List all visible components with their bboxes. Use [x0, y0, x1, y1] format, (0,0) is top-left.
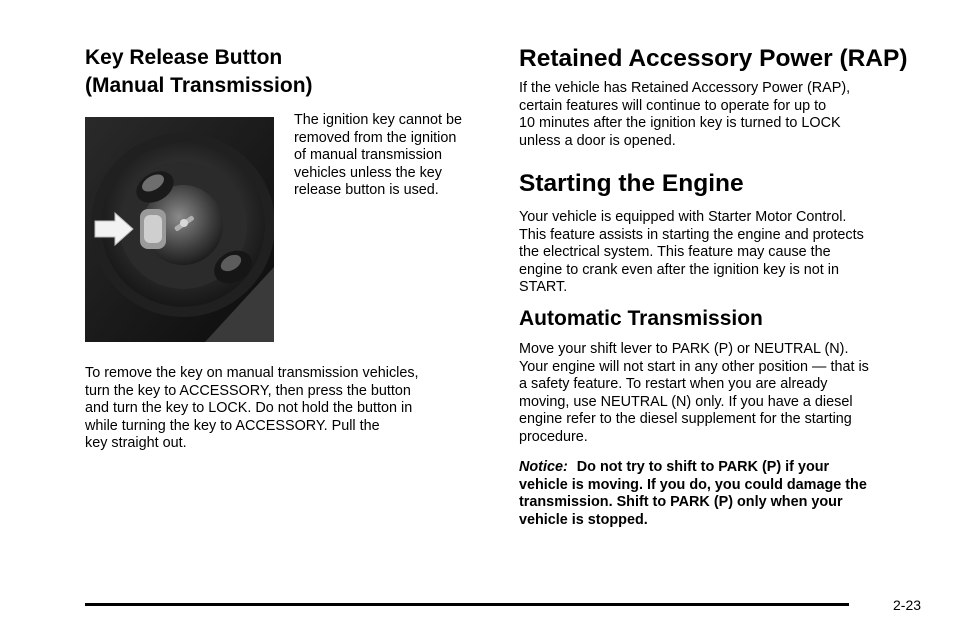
rap-line: unless a door is opened.: [519, 132, 676, 149]
notice-paragraph: [519, 459, 929, 529]
intro-line: The ignition key cannot be: [294, 112, 463, 128]
auto-line: procedure.: [519, 428, 588, 445]
auto-line: engine refer to the diesel supplement for the starting: [519, 411, 852, 428]
instruction-line: key straight out.: [85, 435, 187, 452]
page-number: 2-23: [893, 597, 922, 613]
key-release-intro: [294, 112, 494, 200]
automatic-transmission-heading: Automatic Transmission: [519, 307, 763, 330]
intro-line: of manual transmission: [294, 147, 442, 164]
rap-line: certain features will continue to operate for up to: [519, 97, 827, 114]
instruction-line: To remove the key on manual transmission vehicles,: [85, 365, 419, 381]
rap-paragraph: [519, 80, 929, 150]
starting-engine-paragraph: [519, 209, 929, 297]
notice-label: Notice:: [519, 459, 568, 475]
footer-rule: [85, 603, 849, 606]
ignition-key-photo: [85, 117, 274, 342]
auto-line: moving, use NEUTRAL (N) only. If you have a diesel: [519, 393, 853, 410]
instruction-line: and turn the key to LOCK. Do not hold the button in: [85, 400, 413, 417]
instruction-line: turn the key to ACCESSORY, then press the button: [85, 382, 411, 399]
auto-line: Your engine will not start in any other position — that is: [519, 358, 869, 375]
key-release-heading-line1: Key Release Button: [85, 46, 283, 69]
start-line: engine to crank even after the ignition key is not in: [519, 261, 839, 278]
notice-line: transmission. Shift to PARK (P) only when your: [519, 494, 843, 511]
rap-heading: Retained Accessory Power (RAP): [519, 45, 908, 72]
starting-engine-heading: Starting the Engine: [519, 170, 744, 197]
auto-line: Move your shift lever to PARK (P) or NEUTRAL (N).: [519, 341, 849, 357]
key-release-heading-line2: (Manual Transmission): [85, 74, 313, 97]
notice-line: vehicle is stopped.: [519, 511, 648, 528]
instruction-line: while turning the key to ACCESSORY. Pull the: [85, 417, 380, 434]
key-removal-instructions: [85, 365, 475, 453]
intro-line: removed from the ignition: [294, 129, 457, 146]
notice-line: Do not try to shift to PARK (P) if your: [576, 459, 830, 475]
key-release-heading: [85, 44, 475, 100]
automatic-transmission-paragraph: [519, 341, 929, 447]
ignition-lock-illustration: [85, 117, 274, 342]
start-line: This feature assists in starting the engine and protects: [519, 226, 864, 243]
rap-line: 10 minutes after the ignition key is turned to LOCK: [519, 115, 841, 132]
notice-line: vehicle is moving. If you do, you could damage the: [519, 476, 867, 493]
rap-line: If the vehicle has Retained Accessory Power (RAP),: [519, 80, 851, 96]
start-line: START.: [519, 279, 568, 296]
start-line: the electrical system. This feature may cause the: [519, 244, 831, 261]
intro-line: vehicles unless the key: [294, 164, 442, 181]
start-line: Your vehicle is equipped with Starter Motor Control.: [519, 209, 847, 225]
intro-line: release button is used.: [294, 182, 439, 199]
auto-line: a safety feature. To restart when you are already: [519, 376, 828, 393]
